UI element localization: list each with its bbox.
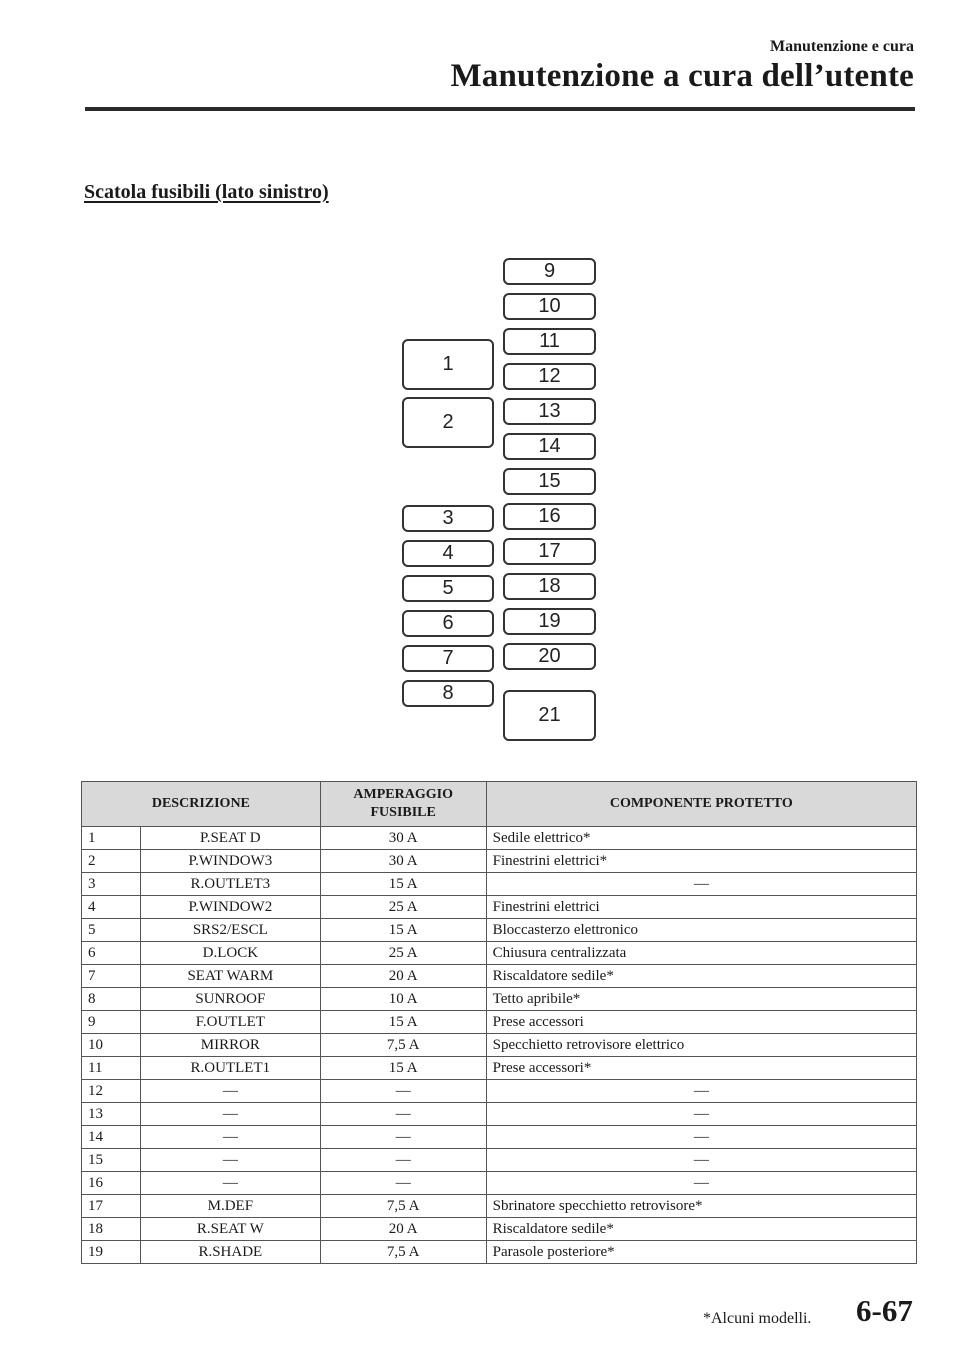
- table-row: [82, 942, 917, 965]
- table-row: [82, 827, 917, 850]
- fuse-table: [81, 781, 917, 1264]
- table-row: [82, 850, 917, 873]
- cell-amperage: 15 A: [320, 919, 486, 942]
- cell-number: 4: [82, 896, 141, 919]
- table-row: [82, 1080, 917, 1103]
- fuse-slot-18: 18: [503, 573, 596, 600]
- cell-amperage: —: [320, 1080, 486, 1103]
- cell-description: —: [140, 1172, 320, 1195]
- cell-description: SRS2/ESCL: [140, 919, 320, 942]
- fuse-slot-7: 7: [402, 645, 494, 672]
- cell-number: 9: [82, 1011, 141, 1034]
- fuse-slot-13: 13: [503, 398, 596, 425]
- cell-description: R.SHADE: [140, 1241, 320, 1264]
- cell-description: P.WINDOW2: [140, 896, 320, 919]
- cell-description: —: [140, 1103, 320, 1126]
- cell-component: —: [486, 1172, 916, 1195]
- cell-description: P.SEAT D: [140, 827, 320, 850]
- fuse-slot-2: 2: [402, 397, 494, 448]
- table-row: [82, 1218, 917, 1241]
- cell-number: 11: [82, 1057, 141, 1080]
- cell-number: 7: [82, 965, 141, 988]
- cell-amperage: 30 A: [320, 827, 486, 850]
- table-row: [82, 988, 917, 1011]
- cell-component: Sedile elettrico*: [486, 827, 916, 850]
- table-row: [82, 1103, 917, 1126]
- fuse-slot-11: 11: [503, 328, 596, 355]
- cell-description: —: [140, 1080, 320, 1103]
- cell-component: Sbrinatore specchietto retrovisore*: [486, 1195, 916, 1218]
- cell-component: Prese accessori*: [486, 1057, 916, 1080]
- cell-description: R.OUTLET1: [140, 1057, 320, 1080]
- cell-description: —: [140, 1126, 320, 1149]
- cell-number: 14: [82, 1126, 141, 1149]
- fuse-slot-20: 20: [503, 643, 596, 670]
- fuse-slot-10: 10: [503, 293, 596, 320]
- cell-component: Riscaldatore sedile*: [486, 1218, 916, 1241]
- fuse-slot-21: 21: [503, 690, 596, 741]
- cell-description: R.SEAT W: [140, 1218, 320, 1241]
- cell-number: 1: [82, 827, 141, 850]
- header-descrizione: DESCRIZIONE: [82, 782, 321, 827]
- cell-number: 19: [82, 1241, 141, 1264]
- header-amperaggio-line2: FUSIBILE: [370, 805, 436, 820]
- fuse-slot-1: 1: [402, 339, 494, 390]
- cell-component: —: [486, 873, 916, 896]
- cell-amperage: 30 A: [320, 850, 486, 873]
- cell-component: Finestrini elettrici*: [486, 850, 916, 873]
- cell-number: 2: [82, 850, 141, 873]
- page-number: 6-67: [856, 1293, 913, 1328]
- cell-component: Riscaldatore sedile*: [486, 965, 916, 988]
- header-rule: [85, 107, 915, 111]
- table-row: [82, 1011, 917, 1034]
- cell-component: —: [486, 1103, 916, 1126]
- cell-description: P.WINDOW3: [140, 850, 320, 873]
- cell-amperage: 15 A: [320, 873, 486, 896]
- cell-component: Prese accessori: [486, 1011, 916, 1034]
- cell-component: Finestrini elettrici: [486, 896, 916, 919]
- cell-description: F.OUTLET: [140, 1011, 320, 1034]
- fuse-slot-8: 8: [402, 680, 494, 707]
- table-row: [82, 873, 917, 896]
- cell-description: —: [140, 1149, 320, 1172]
- cell-number: 13: [82, 1103, 141, 1126]
- cell-description: SUNROOF: [140, 988, 320, 1011]
- cell-number: 8: [82, 988, 141, 1011]
- cell-component: —: [486, 1126, 916, 1149]
- footnote: *Alcuni modelli.: [703, 1310, 812, 1327]
- cell-amperage: 20 A: [320, 1218, 486, 1241]
- cell-number: 5: [82, 919, 141, 942]
- cell-amperage: —: [320, 1172, 486, 1195]
- cell-number: 15: [82, 1149, 141, 1172]
- fuse-slot-17: 17: [503, 538, 596, 565]
- cell-number: 10: [82, 1034, 141, 1057]
- cell-component: —: [486, 1080, 916, 1103]
- cell-amperage: 20 A: [320, 965, 486, 988]
- fuse-slot-4: 4: [402, 540, 494, 567]
- cell-amperage: 7,5 A: [320, 1195, 486, 1218]
- cell-description: M.DEF: [140, 1195, 320, 1218]
- table-row: [82, 1241, 917, 1264]
- section-title: Scatola fusibili (lato sinistro): [84, 181, 329, 203]
- cell-amperage: —: [320, 1149, 486, 1172]
- fuse-slot-12: 12: [503, 363, 596, 390]
- fuse-slot-15: 15: [503, 468, 596, 495]
- fuse-slot-6: 6: [402, 610, 494, 637]
- cell-component: Specchietto retrovisore elettrico: [486, 1034, 916, 1057]
- table-row: [82, 1149, 917, 1172]
- fuse-slot-9: 9: [503, 258, 596, 285]
- cell-amperage: 10 A: [320, 988, 486, 1011]
- table-header-row: [82, 782, 917, 827]
- cell-amperage: 15 A: [320, 1011, 486, 1034]
- fuse-slot-5: 5: [402, 575, 494, 602]
- cell-amperage: —: [320, 1103, 486, 1126]
- table-row: [82, 919, 917, 942]
- cell-amperage: 7,5 A: [320, 1034, 486, 1057]
- cell-number: 17: [82, 1195, 141, 1218]
- header-section-label: Manutenzione e cura: [770, 38, 914, 55]
- cell-component: Chiusura centralizzata: [486, 942, 916, 965]
- fuse-slot-19: 19: [503, 608, 596, 635]
- cell-amperage: 7,5 A: [320, 1241, 486, 1264]
- table-row: [82, 1057, 917, 1080]
- cell-number: 16: [82, 1172, 141, 1195]
- cell-component: Parasole posteriore*: [486, 1241, 916, 1264]
- cell-number: 12: [82, 1080, 141, 1103]
- table-row: [82, 896, 917, 919]
- cell-description: D.LOCK: [140, 942, 320, 965]
- fuse-slot-16: 16: [503, 503, 596, 530]
- page-header-title: Manutenzione a cura dell’utente: [450, 58, 914, 94]
- cell-description: R.OUTLET3: [140, 873, 320, 896]
- header-componente: COMPONENTE PROTETTO: [486, 782, 916, 827]
- header-amperaggio: [320, 782, 486, 827]
- cell-number: 3: [82, 873, 141, 896]
- cell-description: SEAT WARM: [140, 965, 320, 988]
- cell-amperage: 25 A: [320, 942, 486, 965]
- fuse-slot-3: 3: [402, 505, 494, 532]
- cell-amperage: 15 A: [320, 1057, 486, 1080]
- cell-amperage: —: [320, 1126, 486, 1149]
- cell-component: —: [486, 1149, 916, 1172]
- table-row: [82, 1126, 917, 1149]
- table-row: [82, 965, 917, 988]
- cell-number: 6: [82, 942, 141, 965]
- table-row: [82, 1195, 917, 1218]
- table-row: [82, 1034, 917, 1057]
- table-row: [82, 1172, 917, 1195]
- header-amperaggio-line1: AMPERAGGIO: [353, 787, 453, 802]
- cell-amperage: 25 A: [320, 896, 486, 919]
- cell-number: 18: [82, 1218, 141, 1241]
- cell-description: MIRROR: [140, 1034, 320, 1057]
- fuse-slot-14: 14: [503, 433, 596, 460]
- cell-component: Bloccasterzo elettronico: [486, 919, 916, 942]
- cell-component: Tetto apribile*: [486, 988, 916, 1011]
